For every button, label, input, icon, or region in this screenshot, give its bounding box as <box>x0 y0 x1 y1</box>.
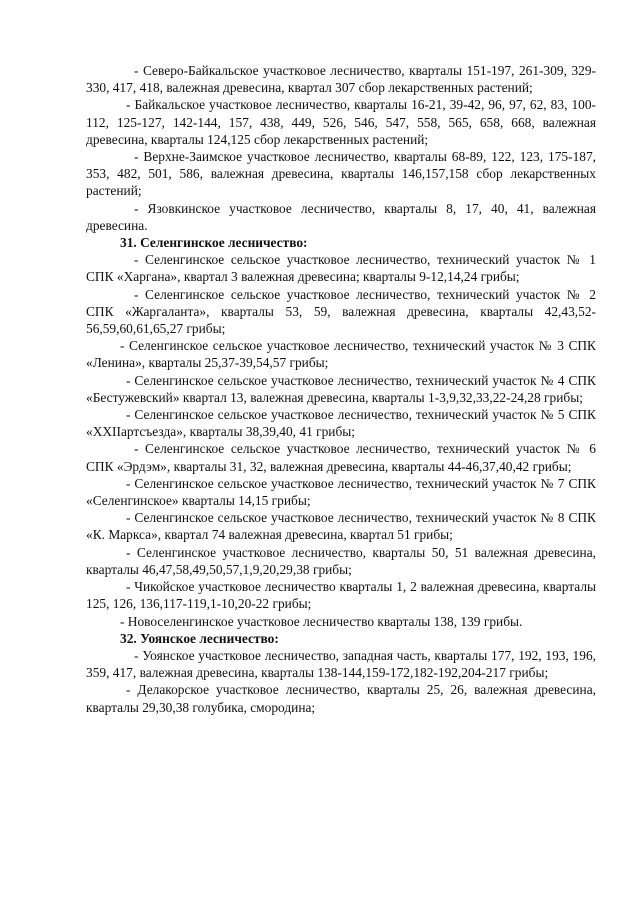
list-item: - Селенгинское сельское участковое лесничество, технический участок № 8 СПК «К. Маркса», квартал 74 валежная древесина, квартал 51 грибы; <box>86 510 596 543</box>
list-item: - Уоянское участковое лесничество, западная часть, кварталы 177, 192, 193, 196, 359, 417, валежная древесина, кварталы 138-144,159-172,182-192,204-217 грибы; <box>86 647 596 681</box>
list-item: - Верхне-Заимское участковое лесничество, кварталы 68-89, 122, 123, 175-187, 353, 482, 501, 586, валежная древесина, кварталы 146,157,158 сбор лекарственных растений; <box>86 149 596 199</box>
section-heading: 32. Уоянское лесничество: <box>120 630 279 646</box>
list-item: - Селенгинское сельское участковое лесничество, технический участок № 3 СПК «Ленина», кварталы 25,37-39,54,57 грибы; <box>86 338 596 371</box>
list-item: - Делакорское участковое лесничество, кварталы 25, 26, валежная древесина, кварталы 29,30,38 голубика, смородина; <box>86 682 596 715</box>
document-body <box>86 62 596 716</box>
list-item: - Селенгинское сельское участковое лесничество, технический участок № 6 СПК «Эрдэм», кварталы 31, 32, валежная древесина, кварталы 44-46,37,40,42 грибы; <box>86 441 596 474</box>
list-item: - Селенгинское сельское участковое лесничество, технический участок № 4 СПК «Бестужевский» квартал 13, валежная древесина, кварталы 1-3,9,32,33,22-24,28 грибы; <box>86 372 596 405</box>
list-item: - Селенгинское участковое лесничество, кварталы 50, 51 валежная древесина, кварталы 46,47,58,49,50,57,1,9,20,29,38 грибы; <box>86 544 596 577</box>
list-item: - Язовкинское участковое лесничество, кварталы 8, 17, 40, 41, валежная древесина. <box>86 200 596 233</box>
list-item: - Новоселенгинское участковое лесничество кварталы 138, 139 грибы. <box>120 613 523 629</box>
list-item: - Селенгинское сельское участковое лесничество, технический участок № 1 СПК «Харгана», квартал 3 валежная древесина; кварталы 9-12,14,24 грибы; <box>86 252 596 285</box>
list-item: - Северо-Байкальское участковое лесничество, кварталы 151-197, 261-309, 329-330, 417, 418, валежная древесина, квартал 307 сбор лекарственных растений; <box>86 63 596 96</box>
list-item: - Байкальское участковое лесничество, кварталы 16-21, 39-42, 96, 97, 62, 83, 100-112, 125-127, 142-144, 157, 438, 449, 526, 546, 547, 558, 565, 658, 668, валежная древесина, кварталы 124,125 сбор лекарственных растений; <box>86 97 596 147</box>
list-item: - Селенгинское сельское участковое лесничество, технический участок № 2 СПК «Жаргаланта», кварталы 53, 59, валежная древесина, кварталы 42,43,52-56,59,60,61,65,27 грибы; <box>86 286 596 337</box>
section-heading: 31. Селенгинское лесничество: <box>120 235 308 251</box>
list-item: - Селенгинское сельское участковое лесничество, технический участок № 5 СПК «ХХIIартсъезда», кварталы 38,39,40, 41 грибы; <box>86 407 596 440</box>
list-item: - Селенгинское сельское участковое лесничество, технический участок № 7 СПК «Селенгинское» кварталы 14,15 грибы; <box>86 475 596 509</box>
list-item: - Чикойское участковое лесничество кварталы 1, 2 валежная древесина, кварталы 125, 126, 136,117-119,1-10,20-22 грибы; <box>86 579 596 612</box>
